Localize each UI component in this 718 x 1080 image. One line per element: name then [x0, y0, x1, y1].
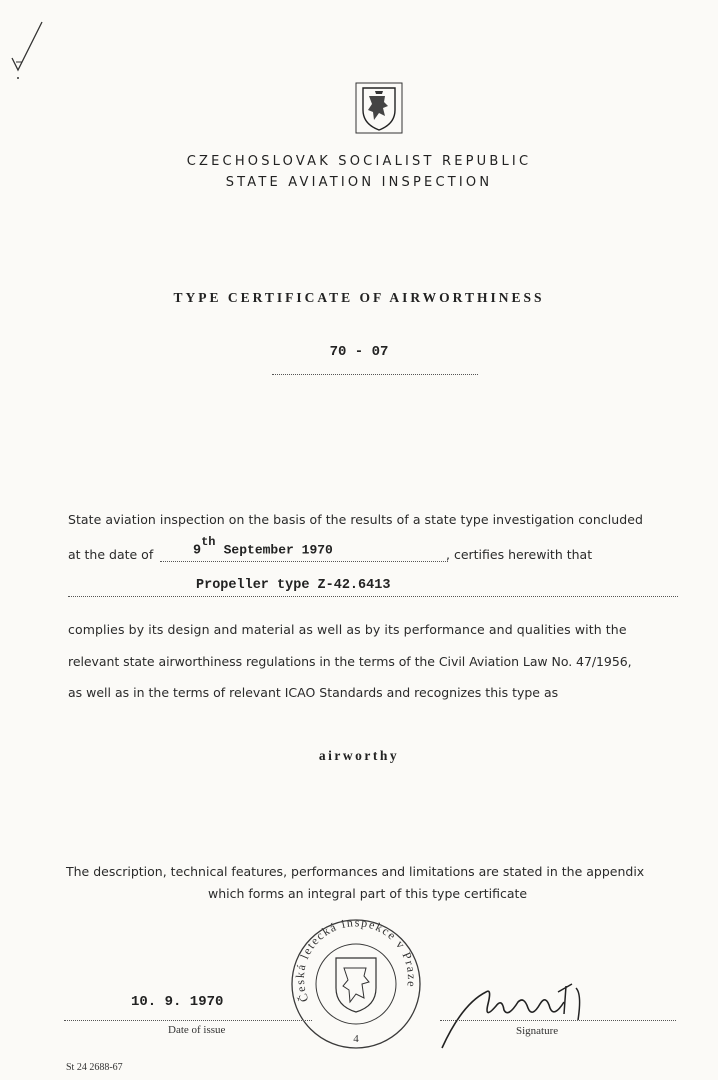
svg-text:Česká letecká inspekce v Praze: [293, 915, 419, 1004]
date-prefix: at the date of: [68, 547, 154, 562]
issue-date: 10. 9. 1970: [131, 994, 224, 1010]
certificate-title: TYPE CERTIFICATE OF AIRWORTHINESS: [173, 290, 545, 305]
date-day: 9: [193, 543, 202, 559]
stamp-text: Česká letecká inspekce v Praze: [292, 915, 420, 1004]
coat-of-arms-icon: [355, 82, 403, 134]
corner-tick-mark: [6, 18, 46, 88]
compliance-line-1: complies by its design and material as well as by its performance and qualities with the: [68, 622, 627, 637]
issue-date-line: [64, 1020, 312, 1021]
compliance-line-2: relevant state airworthiness regulations in the terms of the Civil Aviation Law No. 47/1956,: [68, 654, 632, 669]
signature-label: Signature: [516, 1025, 559, 1037]
certifies-text: , certifies herewith that: [446, 547, 593, 562]
statement-intro: State aviation inspection on the basis of the results of a state type investigation concluded: [68, 512, 643, 527]
stamp-number: 4: [353, 1033, 359, 1045]
signature-drawing: [432, 964, 602, 1054]
product-fill-line: [68, 596, 678, 597]
investigation-date: [193, 535, 333, 559]
product-name: Propeller type Z-42.6413: [196, 578, 391, 593]
signature-line: [440, 1020, 676, 1021]
compliance-line-3: as well as in the terms of relevant ICAO Standards and recognizes this type as: [68, 685, 559, 700]
certificate-number-underline: [272, 374, 478, 375]
issuer-country: CZECHOSLOVAK SOCIALIST REPUBLIC: [186, 154, 532, 169]
appendix-line-1: The description, technical features, performances and limitations are stated in the appendix: [66, 864, 645, 879]
issuer-authority: STATE AVIATION INSPECTION: [225, 175, 493, 190]
form-code: St 24 2688-67: [66, 1062, 123, 1073]
issue-date-label: Date of issue: [168, 1024, 226, 1036]
date-rest: September 1970: [223, 542, 333, 558]
verdict: airworthy: [318, 748, 400, 763]
date-fill-line: [160, 561, 448, 562]
appendix-line-2: which forms an integral part of this type certificate: [208, 886, 528, 901]
certificate-number: 70 - 07: [329, 344, 389, 360]
date-suffix: th: [201, 535, 216, 549]
official-stamp: [286, 914, 426, 1054]
